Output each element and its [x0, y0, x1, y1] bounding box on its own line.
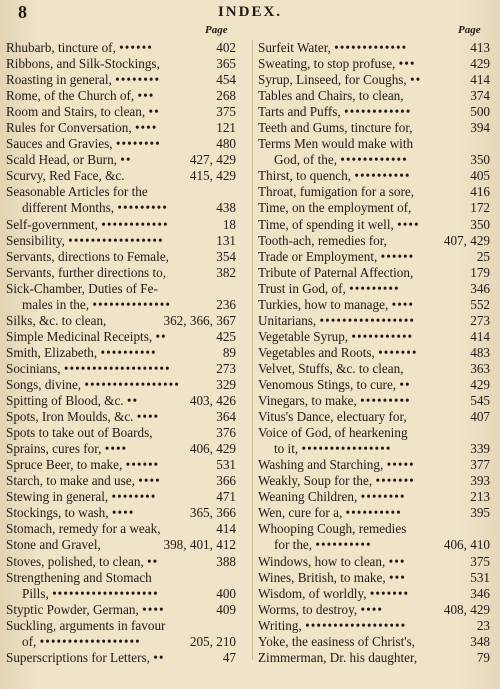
index-entry-leader-dots: •• — [410, 72, 422, 88]
index-entry — [6, 634, 236, 650]
index-entry-leader-dots: ••••••• — [378, 344, 418, 360]
index-entry-pages: 339 — [470, 441, 490, 457]
index-entry — [258, 361, 490, 377]
index-entry-pages: 376 — [216, 425, 236, 441]
index-entry-pages: 172 — [470, 200, 490, 216]
index-entry-pages: 400 — [216, 585, 236, 601]
index-entry-leader-dots: •••••••••••• — [340, 152, 408, 168]
index-entry-text: Windows, how to clean, — [258, 553, 386, 569]
index-entry — [258, 377, 490, 393]
index-entry-pages: 365 — [216, 56, 236, 72]
index-entry-text: Wines, British, to make, — [258, 569, 386, 585]
index-entry-pages: 273 — [470, 312, 490, 328]
index-entry-leader-dots: •••• — [142, 601, 165, 617]
index-entry-text: Sick-Chamber, Duties of Fe- — [6, 280, 158, 296]
index-entry-leader-dots: •••••••• — [111, 489, 157, 505]
index-entry — [258, 554, 490, 570]
index-entry — [6, 313, 236, 329]
index-entry — [258, 184, 490, 200]
index-entry-pages: 366 — [216, 473, 236, 489]
index-entry — [258, 473, 490, 489]
index-entry-text: Weakly, Soup for the, — [258, 473, 373, 489]
index-entry-pages: 438 — [216, 200, 236, 216]
index-entry-text: different Months, — [22, 200, 115, 216]
index-entry — [258, 72, 490, 88]
index-entry-pages: 213 — [470, 489, 490, 505]
index-entry — [6, 554, 236, 570]
index-entry-text: Teeth and Gums, tincture for, — [258, 120, 413, 136]
index-entry-text: Vegetable Syrup, — [258, 328, 349, 344]
index-entry-pages: 388 — [216, 553, 236, 569]
index-entry — [258, 345, 490, 361]
index-entry-text: Terms Men would make with — [258, 136, 414, 152]
index-entry-text: Thirst, to quench, — [258, 168, 352, 184]
index-entry-leader-dots: •• — [148, 104, 160, 120]
index-entry-leader-dots: ••• — [388, 569, 406, 585]
index-entry-pages: 79 — [476, 649, 490, 665]
index-entry-text: Silks, &c. to clean, — [6, 312, 107, 328]
index-entry — [6, 120, 236, 136]
index-entry-text: Turkies, how to manage, — [258, 296, 389, 312]
index-entry-text: Starch, to make and use, — [6, 473, 135, 489]
index-entry-text: Tooth-ach, remedies for, — [258, 232, 387, 248]
index-entry — [6, 441, 236, 457]
index-entry-pages: 406, 429 — [189, 441, 236, 457]
index-entry-text: Vegetables and Roots, — [258, 344, 375, 360]
index-entry — [258, 136, 490, 152]
index-entry-pages: 23 — [476, 617, 490, 633]
index-entry — [6, 361, 236, 377]
index-entry-pages: 362, 366, 367 — [163, 312, 236, 328]
index-entry-text: Vitus's Dance, electuary for, — [258, 409, 407, 425]
index-column-left — [6, 40, 236, 666]
index-entry-text: Sauces and Gravies, — [6, 136, 113, 152]
index-entry-text: Voice of God, of hearkening — [258, 425, 408, 441]
index-entry-leader-dots: ••••••••• — [117, 200, 168, 216]
index-entry — [6, 489, 236, 505]
column-divider — [252, 40, 253, 660]
index-entry-pages: 382 — [216, 264, 236, 280]
index-entry-leader-dots: ••• — [137, 88, 155, 104]
index-entry — [258, 650, 490, 666]
index-entry — [6, 409, 236, 425]
index-entry-leader-dots: •••••••••••• — [344, 104, 412, 120]
index-entry-text: Stone and Gravel, — [6, 537, 101, 553]
index-entry-leader-dots: •• — [147, 553, 159, 569]
index-entry-text: God, of the, — [274, 152, 337, 168]
index-entry-text: Simple Medicinal Receipts, — [6, 328, 153, 344]
index-entry-leader-dots: •••••••••••••• — [92, 296, 171, 312]
index-entry-leader-dots: •••••••• — [360, 489, 406, 505]
index-entry-pages: 47 — [222, 649, 236, 665]
index-entry-leader-dots: •••••••••••••••• — [301, 441, 392, 457]
index-entry-pages: 408, 429 — [443, 601, 490, 617]
index-entry-pages: 480 — [216, 136, 236, 152]
index-entry-text: Sensibility, — [6, 232, 65, 248]
index-entry-text: Surfeit Water, — [258, 40, 331, 55]
index-entry-text: Trust in God, of, — [258, 280, 346, 296]
index-entry-text: of, — [22, 633, 37, 649]
index-entry-leader-dots: ••••••••••••••••• — [319, 312, 416, 328]
index-entry-text: Ribbons, and Silk-Stockings, — [6, 56, 160, 72]
index-entry-leader-dots: ••••••• — [375, 473, 415, 489]
index-entry — [6, 473, 236, 489]
index-entry-leader-dots: •••• — [397, 216, 420, 232]
index-entry-leader-dots: •••• — [391, 296, 415, 312]
index-entry-pages: 18 — [222, 216, 236, 232]
index-entry-text: Time, on the employment of, — [258, 200, 412, 216]
index-entry-pages: 414 — [470, 328, 490, 344]
index-entry — [6, 297, 236, 313]
index-entry — [258, 152, 490, 168]
index-entry-pages: 354 — [216, 248, 236, 264]
index-entry-pages: 350 — [470, 152, 490, 168]
index-entry-text: Spots to take out of Boards, — [6, 425, 153, 441]
index-entry-pages: 377 — [470, 457, 490, 473]
index-entry-text: Scurvy, Red Face, &c. — [6, 168, 125, 184]
index-entry-pages: 89 — [222, 344, 236, 360]
index-entry-pages: 454 — [216, 72, 236, 88]
index-entry-pages: 179 — [470, 264, 490, 280]
index-entry-text: Suckling, arguments in favour — [6, 617, 166, 633]
index-entry — [258, 313, 490, 329]
index-entry-leader-dots: •••••• — [119, 40, 153, 55]
index-entry-leader-dots: ••• — [388, 553, 406, 569]
index-entry — [258, 200, 490, 216]
index-entry-text: Throat, fumigation for a sore, — [258, 184, 415, 200]
index-entry-pages: 350 — [470, 216, 490, 232]
index-entry — [258, 56, 490, 72]
index-entry — [258, 634, 490, 650]
index-entry — [6, 570, 236, 586]
index-entry — [6, 88, 236, 104]
index-entry — [258, 217, 490, 233]
index-entry — [258, 489, 490, 505]
index-entry-leader-dots: ••••••••••••••••••• — [52, 585, 159, 601]
index-entry-pages: 346 — [470, 585, 490, 601]
index-entry-leader-dots: •• — [153, 649, 165, 665]
index-entry-pages: 403, 426 — [189, 393, 236, 409]
index-entry — [258, 168, 490, 184]
index-entry-text: Time, of spending it well, — [258, 216, 394, 232]
index-entry — [258, 329, 490, 345]
index-entry — [6, 265, 236, 281]
index-entry — [258, 393, 490, 409]
index-entry-pages: 402 — [216, 40, 236, 55]
index-entry-leader-dots: •••••• — [125, 457, 160, 473]
index-entry-text: Tables and Chairs, to clean, — [258, 88, 404, 104]
index-entry-leader-dots: •• — [399, 376, 411, 392]
index-entry-text: Room and Stairs, to clean, — [6, 104, 146, 120]
index-entry-text: Velvet, Stuffs, &c. to clean, — [258, 360, 404, 376]
index-entry-pages: 346 — [470, 280, 490, 296]
index-entry-pages: 406, 410 — [443, 537, 490, 553]
index-entry-pages: 429 — [470, 56, 490, 72]
index-entry-leader-dots: •••••••••••••••••• — [39, 633, 141, 649]
index-entry-text: Stockings, to wash, — [6, 505, 109, 521]
index-entry-pages: 545 — [470, 393, 490, 409]
index-entry-leader-dots: •••••••• — [115, 136, 161, 152]
page-number: 8 — [18, 2, 27, 22]
index-entry-leader-dots: •• — [120, 152, 132, 168]
index-entry-text: Spitting of Blood, &c. — [6, 393, 124, 409]
index-entry-leader-dots: •••••••••• — [354, 168, 411, 184]
index-entry-pages: 348 — [470, 633, 490, 649]
index-entry-pages: 414 — [470, 72, 490, 88]
index-entry-pages: 471 — [216, 489, 236, 505]
index-entry — [258, 521, 490, 537]
index-entry-text: Vinegars, to make, — [258, 393, 357, 409]
index-entry-text: Self-government, — [6, 216, 98, 232]
index-entry — [6, 233, 236, 249]
index-entry-leader-dots: ••••••••••••••••• — [68, 232, 164, 248]
index-entry-text: Syrup, Linseed, for Coughs, — [258, 72, 407, 88]
index-entry-leader-dots: •••••••• — [115, 72, 161, 88]
index-entry — [258, 425, 490, 441]
index-entry-pages: 407, 429 — [443, 232, 490, 248]
index-entry — [258, 265, 490, 281]
index-entry-pages: 395 — [470, 505, 490, 521]
index-entry-leader-dots: •••••••••••••••••• — [305, 617, 407, 633]
index-entry-text: Roasting in general, — [6, 72, 112, 88]
index-entry-pages: 131 — [216, 232, 236, 248]
index-entry-text: Rules for Conversation, — [6, 120, 132, 136]
index-entry — [258, 409, 490, 425]
index-entry-text: Trade or Employment, — [258, 248, 378, 264]
index-entry-leader-dots: ••••••• — [369, 585, 410, 601]
index-entry-pages: 552 — [470, 296, 490, 312]
index-entry-leader-dots: •••••••••• — [315, 537, 372, 553]
index-entry-pages: 531 — [216, 457, 236, 473]
index-entry-pages: 375 — [470, 553, 490, 569]
index-entry-text: males in the, — [22, 296, 90, 312]
index-entry-pages: 329 — [216, 376, 236, 392]
index-entry — [6, 281, 236, 297]
index-entry-pages: 425 — [216, 328, 236, 344]
index-entry-leader-dots: •• — [126, 393, 139, 409]
index-entry-pages: 268 — [216, 88, 236, 104]
index-entry — [6, 152, 236, 168]
index-entry-pages: 416 — [470, 184, 490, 200]
index-entry-text: for the, — [274, 537, 313, 553]
index-entry-leader-dots: ••••••••••••••••• — [84, 376, 180, 392]
index-entry — [258, 249, 490, 265]
index-entry-leader-dots: ••• — [398, 56, 416, 72]
index-entry — [258, 88, 490, 104]
index-entry-text: Pills, — [22, 585, 49, 601]
running-head: INDEX. — [217, 4, 283, 20]
index-entry-pages: 415, 429 — [189, 168, 236, 184]
index-entry — [6, 650, 236, 666]
index-entry — [6, 457, 236, 473]
index-entry-text: Rhubarb, tincture of, — [6, 40, 116, 55]
index-entry — [258, 297, 490, 313]
index-entry-text: Venomous Stings, to cure, — [258, 376, 397, 392]
index-entry-text: Yoke, the easiness of Christ's, — [258, 633, 416, 649]
index-entry-pages: 273 — [216, 360, 236, 376]
index-entry — [6, 72, 236, 88]
index-entry-pages: 414 — [216, 521, 236, 537]
index-entry-leader-dots: ••••••••••• — [351, 328, 414, 344]
index-entry — [6, 40, 236, 56]
index-entry-text: Unitarians, — [258, 312, 317, 328]
index-entry — [6, 586, 236, 602]
index-entry — [6, 329, 236, 345]
index-entry-text: Songs, divine, — [6, 376, 82, 392]
index-entry-text: Wen, cure for a, — [258, 505, 343, 521]
index-entry — [258, 537, 490, 553]
index-entry-text: Spots, Iron Moulds, &c. — [6, 409, 134, 425]
right-page-column-label: Page — [458, 24, 481, 36]
index-entry — [6, 377, 236, 393]
index-entry-text: Seasonable Articles for the — [6, 184, 148, 200]
index-entry-leader-dots: ••••••••• — [360, 393, 411, 409]
index-entry — [6, 184, 236, 200]
index-entry-text: Stoves, polished, to clean, — [6, 553, 144, 569]
index-entry — [258, 104, 490, 120]
index-entry — [6, 104, 236, 120]
index-entry-leader-dots: •••• — [138, 473, 161, 489]
index-entry-pages: 405 — [470, 168, 490, 184]
index-entry — [6, 200, 236, 216]
index-entry-text: to it, — [274, 441, 299, 457]
index-entry — [6, 136, 236, 152]
index-entry-leader-dots: •••••••••••• — [101, 216, 169, 232]
index-entry-pages: 25 — [476, 248, 490, 264]
index-entry-leader-dots: •••••••••• — [345, 505, 402, 521]
index-entry-leader-dots: •• — [155, 328, 167, 344]
index-entry-leader-dots: •••• — [136, 409, 160, 425]
left-page-column-label: Page — [205, 24, 228, 36]
index-entry-text: Strengthening and Stomach — [6, 569, 152, 585]
index-entry-leader-dots: ••••••••• — [349, 280, 400, 296]
index-column-right — [258, 40, 490, 666]
index-entry-text: Sprains, cures for, — [6, 441, 102, 457]
index-entry-leader-dots: ••••••••••••• — [334, 40, 408, 55]
index-entry-text: Whooping Cough, remedies — [258, 521, 407, 537]
index-entry-text: Writing, — [258, 617, 302, 633]
index-entry-pages: 121 — [216, 120, 236, 136]
index-entry — [258, 40, 490, 56]
index-entry-leader-dots: •••• — [134, 120, 158, 136]
index-entry — [6, 345, 236, 361]
index-entry — [258, 457, 490, 473]
index-entry — [6, 505, 236, 521]
index-entry-leader-dots: •••••••••• — [100, 344, 157, 360]
index-entry-pages: 205, 210 — [189, 633, 236, 649]
index-entry-pages: 365, 366 — [189, 505, 236, 521]
index-entry-pages: 413 — [470, 40, 490, 55]
index-entry-pages: 375 — [216, 104, 236, 120]
index-entry-pages: 374 — [470, 88, 490, 104]
index-entry — [6, 393, 236, 409]
index-entry-leader-dots: •••• — [104, 441, 128, 457]
index-entry — [6, 602, 236, 618]
index-entry — [258, 505, 490, 521]
index-entry-leader-dots: •••••• — [380, 248, 415, 264]
index-entry-pages: 394 — [470, 120, 490, 136]
index-entry — [6, 168, 236, 184]
index-entry-text: Tribute of Paternal Affection, — [258, 264, 414, 280]
index-entry — [6, 425, 236, 441]
index-entry-pages: 236 — [216, 296, 236, 312]
index-entry-leader-dots: •••• — [111, 505, 135, 521]
index-entry — [6, 217, 236, 233]
index-entry-text: Spruce Beer, to make, — [6, 457, 123, 473]
index-entry-text: Zimmerman, Dr. his daughter, — [258, 649, 418, 665]
index-entry-text: Worms, to destroy, — [258, 601, 358, 617]
index-entry-text: Styptic Powder, German, — [6, 601, 139, 617]
index-entry-pages: 427, 429 — [189, 152, 236, 168]
index-entry — [258, 618, 490, 634]
index-entry-text: Washing and Starching, — [258, 457, 384, 473]
index-entry-text: Smith, Elizabeth, — [6, 344, 98, 360]
index-entry-text: Superscriptions for Letters, — [6, 649, 150, 665]
index-entry-text: Wisdom, of worldly, — [258, 585, 367, 601]
index-entry-leader-dots: ••••••••••••••••••• — [63, 360, 171, 376]
index-entry-text: Rome, of the Church of, — [6, 88, 135, 104]
index-entry-leader-dots: ••••• — [386, 457, 415, 473]
index-entry — [6, 618, 236, 634]
index-entry — [6, 521, 236, 537]
index-entry — [258, 586, 490, 602]
index-entry — [258, 570, 490, 586]
index-entry-text: Stomach, remedy for a weak, — [6, 521, 161, 537]
index-entry — [258, 602, 490, 618]
index-entry-text: Scald Head, or Burn, — [6, 152, 117, 168]
index-entry — [6, 249, 236, 265]
index-entry — [6, 56, 236, 72]
index-entry-pages: 393 — [470, 473, 490, 489]
index-entry-pages: 398, 401, 412 — [163, 537, 236, 553]
index-entry-text: Weaning Children, — [258, 489, 358, 505]
index-entry-text: Sweating, to stop profuse, — [258, 56, 396, 72]
index-entry-pages: 409 — [216, 601, 236, 617]
index-entry-text: Socinians, — [6, 360, 61, 376]
index-entry-text: Servants, directions to Female, — [6, 248, 169, 264]
index-entry-pages: 429 — [470, 376, 490, 392]
index-entry-text: Servants, further directions to, — [6, 264, 167, 280]
index-entry-pages: 531 — [470, 569, 490, 585]
index-entry-pages: 483 — [470, 344, 490, 360]
index-entry — [258, 120, 490, 136]
index-entry-pages: 407 — [470, 409, 490, 425]
index-entry — [258, 441, 490, 457]
index-entry-text: Tarts and Puffs, — [258, 104, 341, 120]
index-entry — [258, 233, 490, 249]
index-entry — [258, 281, 490, 297]
index-entry-pages: 363 — [470, 360, 490, 376]
index-entry-leader-dots: •••• — [360, 601, 383, 617]
index-entry-pages: 364 — [216, 409, 236, 425]
index-entry — [6, 537, 236, 553]
index-entry-pages: 500 — [470, 104, 490, 120]
index-entry-text: Stewing in general, — [6, 489, 109, 505]
